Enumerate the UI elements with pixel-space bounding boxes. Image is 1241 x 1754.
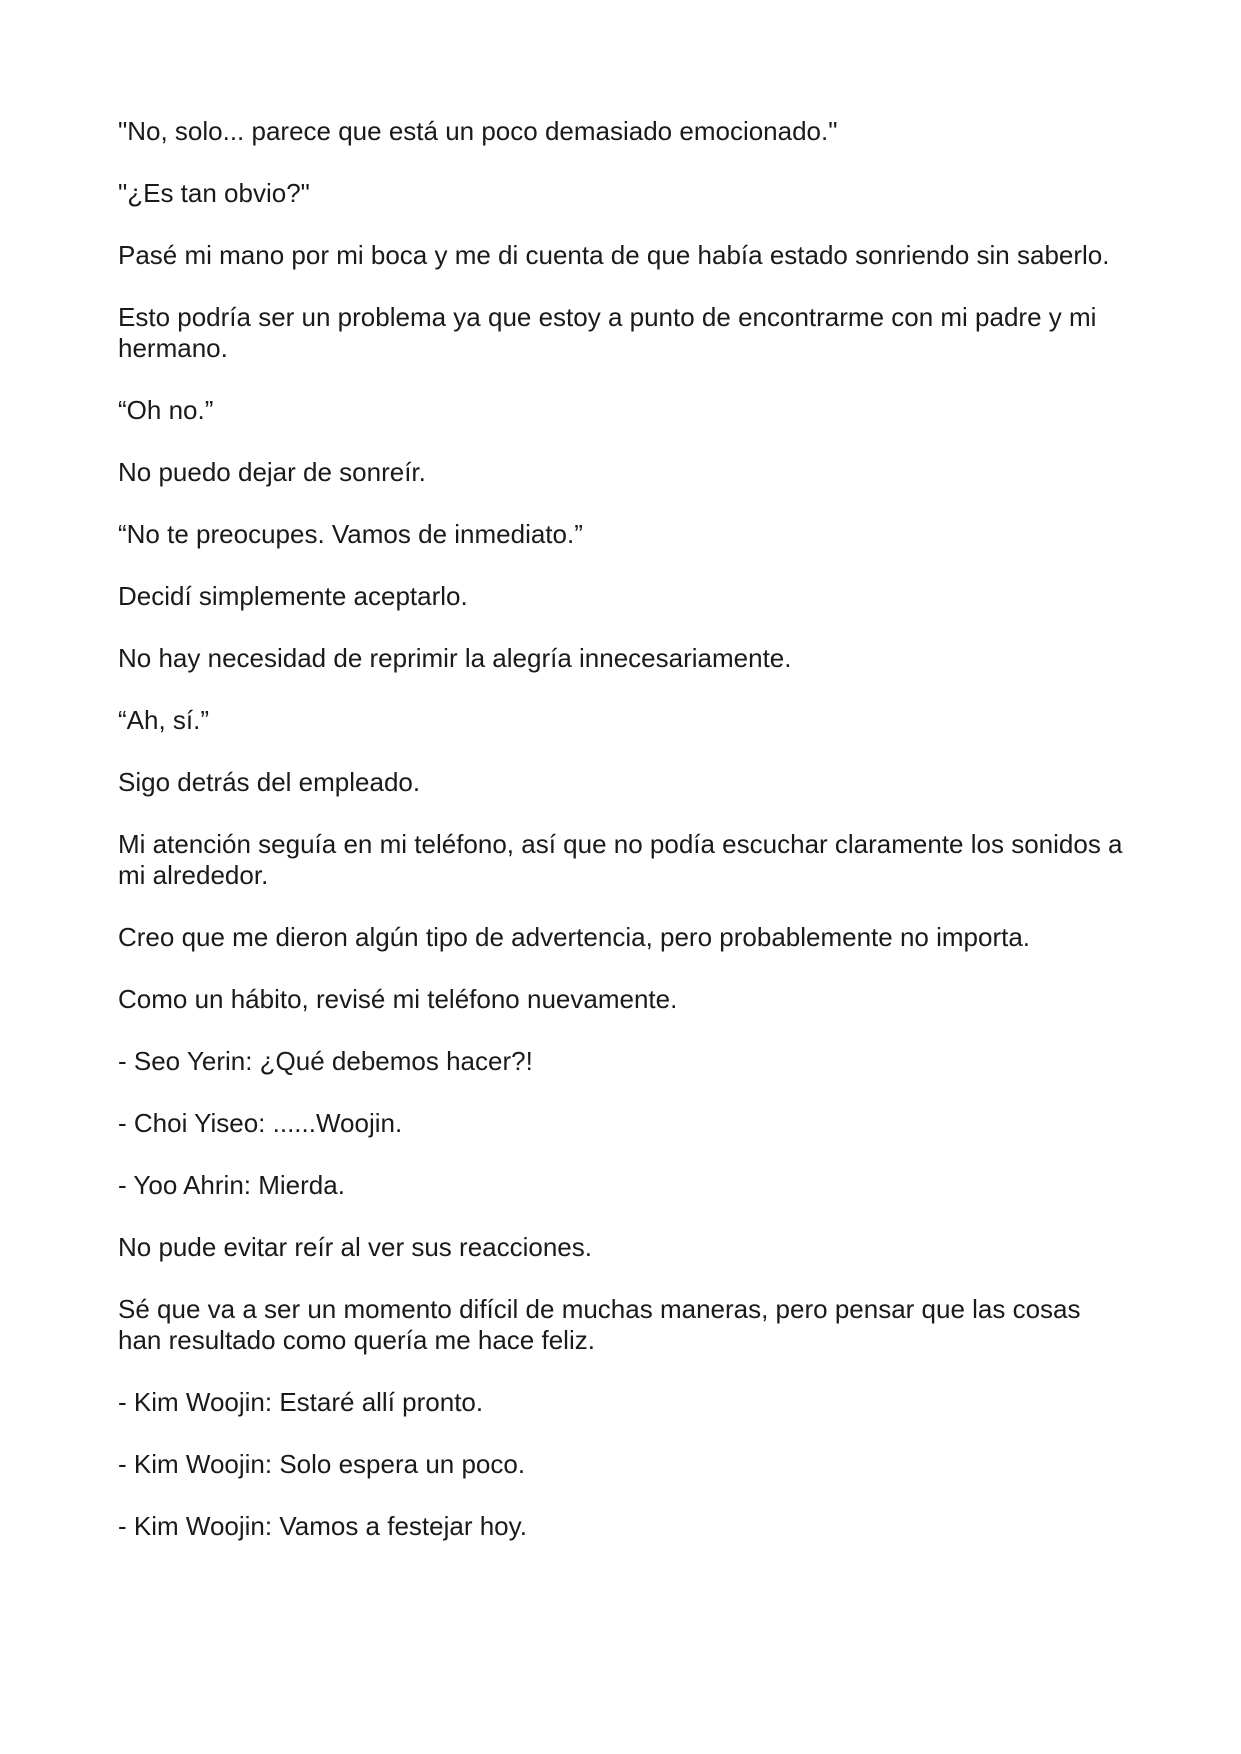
paragraph: "No, solo... parece que está un poco demasiado emocionado." <box>118 116 838 146</box>
paragraph: No hay necesidad de reprimir la alegría innecesariamente. <box>118 643 792 673</box>
paragraph: “No te preocupes. Vamos de inmediato.” <box>118 519 583 549</box>
document-body <box>118 116 1128 1573</box>
paragraph: Pasé mi mano por mi boca y me di cuenta de que había estado sonriendo sin saberlo. <box>118 240 1110 270</box>
paragraph: Decidí simplemente aceptarlo. <box>118 581 468 611</box>
paragraph: “Ah, sí.” <box>118 705 210 735</box>
paragraph: Como un hábito, revisé mi teléfono nuevamente. <box>118 984 678 1014</box>
chat-message: - Kim Woojin: Solo espera un poco. <box>118 1449 526 1479</box>
chat-message: - Kim Woojin: Estaré allí pronto. <box>118 1387 484 1417</box>
paragraph: Mi atención seguía en mi teléfono, así que no podía escuchar claramente los sonidos a mi alrededor. <box>118 829 1123 890</box>
paragraph: “Oh no.” <box>118 395 214 425</box>
paragraph: No puedo dejar de sonreír. <box>118 457 426 487</box>
paragraph: Esto podría ser un problema ya que estoy a punto de encontrarme con mi padre y mi hermano. <box>118 302 1097 363</box>
paragraph: Sigo detrás del empleado. <box>118 767 421 797</box>
chat-message: - Seo Yerin: ¿Qué debemos hacer?! <box>118 1046 533 1076</box>
chat-message: - Choi Yiseo: ......Woojin. <box>118 1108 403 1138</box>
chat-message: - Kim Woojin: Vamos a festejar hoy. <box>118 1511 527 1541</box>
chat-message: - Yoo Ahrin: Mierda. <box>118 1170 345 1200</box>
paragraph: Sé que va a ser un momento difícil de muchas maneras, pero pensar que las cosas han resultado como quería me hace feliz. <box>118 1294 1081 1355</box>
paragraph: "¿Es tan obvio?" <box>118 178 310 208</box>
paragraph: Creo que me dieron algún tipo de advertencia, pero probablemente no importa. <box>118 922 1031 952</box>
paragraph: No pude evitar reír al ver sus reacciones. <box>118 1232 592 1262</box>
